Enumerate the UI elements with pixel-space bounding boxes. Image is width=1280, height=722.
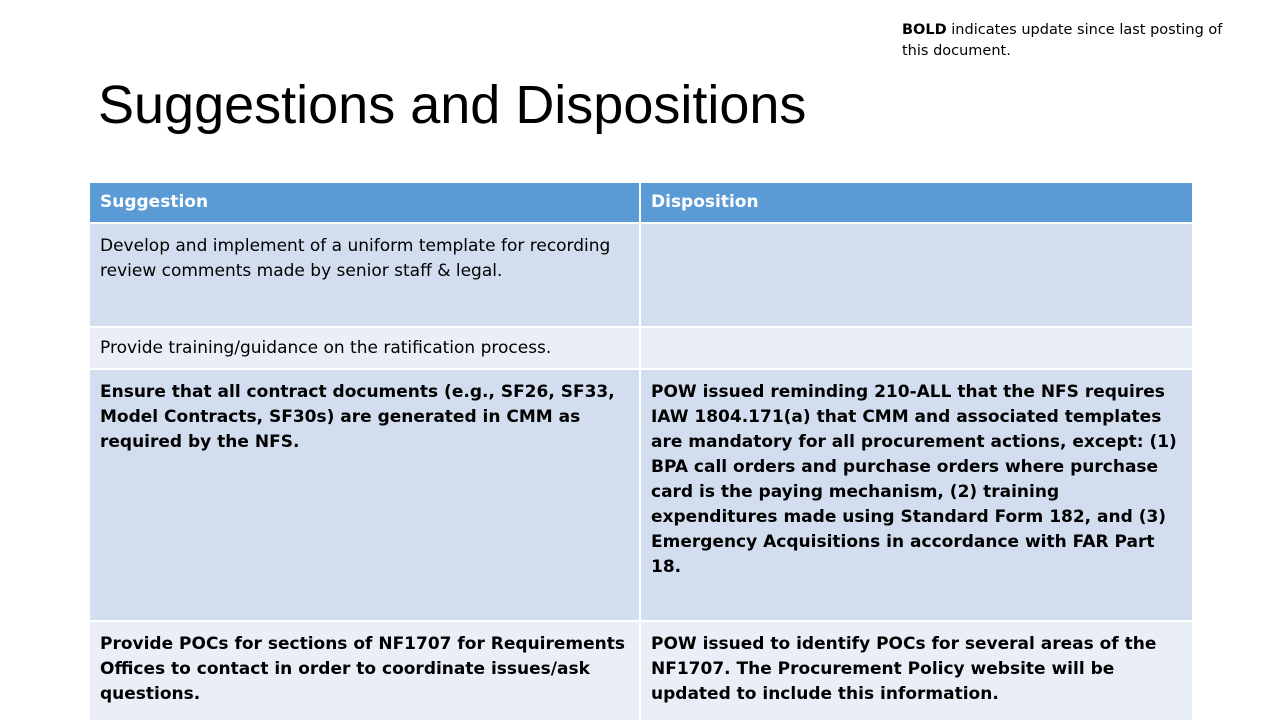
suggestion-cell: Provide training/guidance on the ratification process. [89,327,640,369]
disposition-cell: POW issued reminding 210-ALL that the NFS requires IAW 1804.171(a) that CMM and associated templates are mandatory for all procurement actions, except: (1) BPA call orders and purchase orders where purchase card is the paying mechanism, (2) training expenditures made using Standard Form 182, and (3) Emergency Acquisitions in accordance with FAR Part 18. [640,369,1193,621]
update-note [902,20,1252,62]
suggestion-cell: Ensure that all contract documents (e.g., SF26, SF33, Model Contracts, SF30s) are generated in CMM as required by the NFS. [89,369,640,621]
table-row [89,223,1193,327]
table-row [89,621,1193,721]
table-row [89,327,1193,369]
header-suggestion: Suggestion [89,182,640,223]
disposition-cell: POW issued to identify POCs for several areas of the NF1707. The Procurement Policy website will be updated to include this information. [640,621,1193,721]
suggestion-cell: Develop and implement of a uniform template for recording review comments made by senior staff & legal. [89,223,640,327]
disposition-cell [640,223,1193,327]
slide-title: Suggestions and Dispositions [98,75,807,135]
header-disposition: Disposition [640,182,1193,223]
suggestions-table [88,181,1194,722]
table-header-row [89,182,1193,223]
disposition-cell [640,327,1193,369]
table-row [89,369,1193,621]
update-note-bold-word: BOLD [902,22,947,38]
suggestion-cell: Provide POCs for sections of NF1707 for Requirements Offices to contact in order to coordinate issues/ask questions. [89,621,640,721]
update-note-text: indicates update since last posting of this document. [902,22,1223,59]
